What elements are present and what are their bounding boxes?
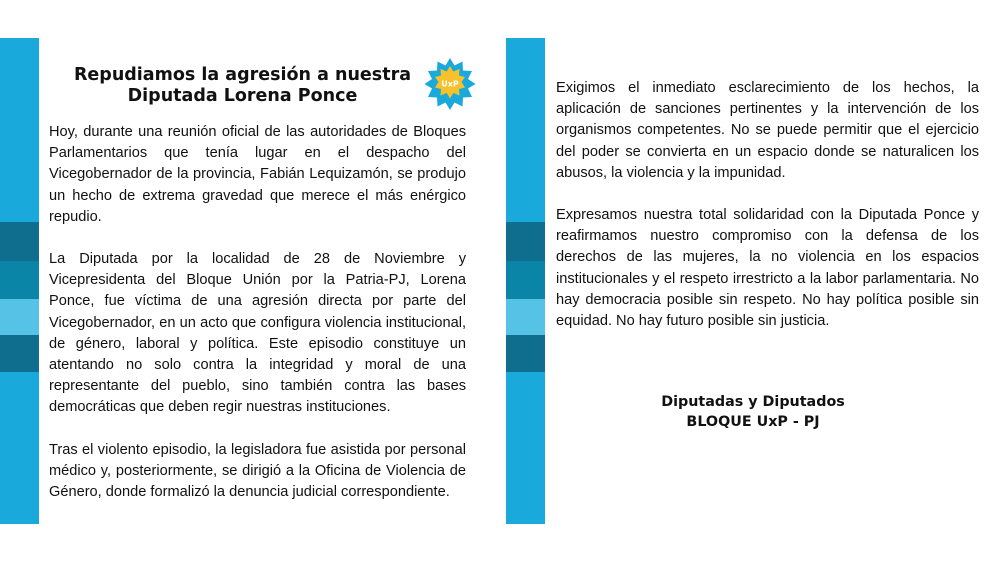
signature-line-1: Diputadas y Diputados <box>661 394 845 410</box>
union-por-la-patria-logo-icon <box>423 57 477 111</box>
paragraph: La Diputada por la localidad de 28 de Noviembre y Vicepresidenta del Bloque Unión por la Patria-PJ, Lorena Ponce, fue víctima de una agresión directa por parte del Vicegobernador, en un acto que configura violencia institucional, de género, laboral y política. Este episodio constituye un atentando no solo contra la integridad y moral de una representante del pueblo, sino también contra las bases democráticas que deben regir nuestras instituciones. <box>49 251 466 416</box>
signature-block <box>600 392 906 432</box>
logo-text: UxP <box>441 79 459 89</box>
left-decorative-stripe <box>0 38 39 524</box>
title-line-2: Diputada Lorena Ponce <box>127 86 358 106</box>
paragraph: Exigimos el inmediato esclarecimiento de los hechos, la aplicación de sanciones pertinentes y la intervención de los organismos competentes. No se puede permitir que el ejercicio del poder se convierta en un espacio donde se naturalicen los abusos, la violencia y la impunidad. <box>556 80 979 181</box>
middle-decorative-stripe <box>506 38 545 524</box>
statement-title <box>70 65 415 107</box>
title-line-1: Repudiamos la agresión a nuestra <box>73 65 412 85</box>
right-text-column <box>556 78 979 332</box>
signature-line-2: BLOQUE UxP - PJ <box>686 414 820 430</box>
left-text-column <box>49 122 466 503</box>
paragraph: Hoy, durante una reunión oficial de las autoridades de Bloques Parlamentarios que tenía lugar en el despacho del Vicegobernador de la provincia, Fabián Lequizamón, se produjo un hecho de extrema gravedad que merece el más enérgico repudio. <box>49 124 466 225</box>
paragraph: Tras el violento episodio, la legisladora fue asistida por personal médico y, posteriormente, se dirigió a la Oficina de Violencia de Género, donde formalizó la denuncia judicial correspondiente. <box>49 441 466 501</box>
paragraph: Expresamos nuestra total solidaridad con la Diputada Ponce y reafirmamos nuestro compromiso con la defensa de los derechos de las mujeres, la no violencia en los espacios institucionales y el respeto irrestricto a la labor parlamentaria. No hay democracia posible sin respeto. No hay política posible sin equidad. No hay futuro posible sin justicia. <box>556 207 979 330</box>
